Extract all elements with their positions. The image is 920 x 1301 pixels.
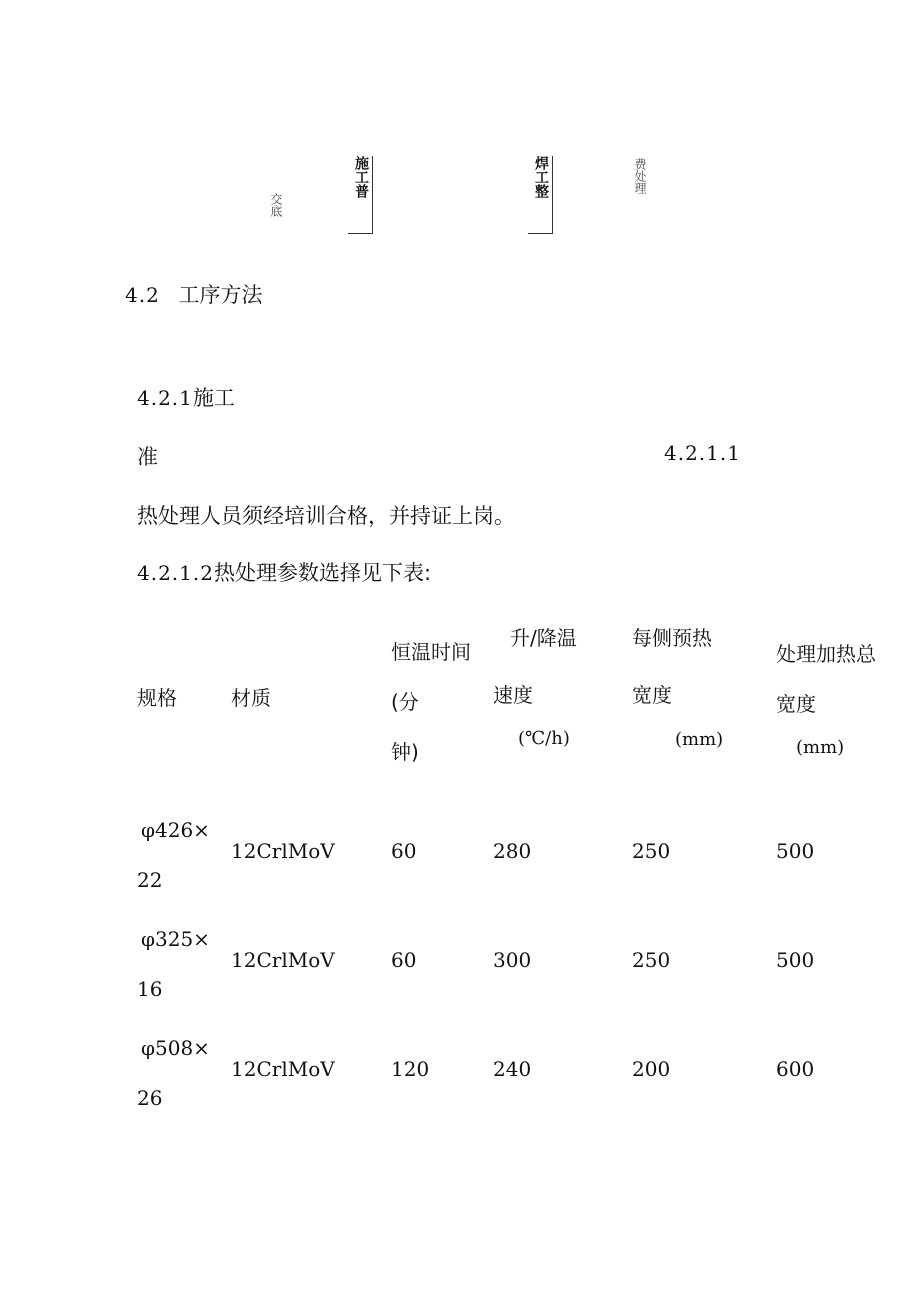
header-preheat-line2: 宽度 bbox=[632, 683, 672, 707]
cell-spec-line2: 26 bbox=[137, 1086, 163, 1110]
subsection-heading bbox=[137, 382, 235, 412]
cell-rate: 300 bbox=[493, 948, 532, 972]
header-hold-time-line3: 钟) bbox=[391, 740, 419, 764]
item-number-4-2-1-1: 4.2.1.1 bbox=[664, 441, 741, 465]
cell-material: 12CrlMoV bbox=[231, 839, 335, 863]
cell-preheat: 250 bbox=[632, 839, 671, 863]
subsection-title-part2: 准 bbox=[137, 445, 158, 469]
cell-spec-line2: 16 bbox=[137, 977, 163, 1001]
header-spec: 规格 bbox=[137, 686, 177, 710]
header-rate-line1: 升/降温 bbox=[510, 626, 577, 650]
cell-material: 12CrlMoV bbox=[231, 1057, 335, 1081]
flow-step-handover: 交底 bbox=[269, 193, 283, 217]
header-rate-unit: (℃/h) bbox=[518, 728, 570, 749]
cell-total: 500 bbox=[776, 839, 815, 863]
cell-preheat: 200 bbox=[632, 1057, 671, 1081]
flow-step-construction: 施工普 bbox=[348, 156, 373, 234]
item-text-4-2-1-1: 热处理人员须经培训合格，并持证上岗。 bbox=[137, 504, 515, 528]
cell-hold-time: 60 bbox=[391, 948, 417, 972]
header-hold-time-line1: 恒温时间 bbox=[391, 640, 471, 664]
header-preheat-line1: 每侧预热 bbox=[632, 626, 712, 650]
cell-rate: 240 bbox=[493, 1057, 532, 1081]
header-preheat-unit: (mm) bbox=[675, 729, 724, 750]
header-rate-line2: 速度 bbox=[493, 683, 533, 707]
cell-rate: 280 bbox=[493, 839, 532, 863]
cell-material: 12CrlMoV bbox=[231, 948, 335, 972]
cell-preheat: 250 bbox=[632, 948, 671, 972]
header-total-line1: 处理加热总 bbox=[776, 642, 876, 666]
section-title: 工序方法 bbox=[178, 283, 263, 307]
cell-total: 600 bbox=[776, 1057, 815, 1081]
cell-spec-line2: 22 bbox=[137, 868, 163, 892]
header-hold-time-line2: (分 bbox=[391, 690, 419, 714]
item-number-4-2-1-2: 4.2.1.2 bbox=[137, 561, 214, 585]
item-4-2-1-2 bbox=[137, 557, 431, 587]
section-heading bbox=[125, 279, 263, 309]
cell-total: 500 bbox=[776, 948, 815, 972]
cell-hold-time: 120 bbox=[391, 1057, 430, 1081]
subsection-title-part1: 施工 bbox=[192, 386, 235, 410]
cell-spec-line1: φ508× bbox=[141, 1036, 210, 1060]
item-text-4-2-1-2: 热处理参数选择见下表: bbox=[213, 561, 432, 585]
subsection-number: 4.2.1 bbox=[137, 386, 193, 410]
flow-step-heat-treatment: 费处理 bbox=[633, 158, 647, 194]
cell-hold-time: 60 bbox=[391, 839, 417, 863]
header-total-unit: (mm) bbox=[796, 737, 845, 758]
cell-spec-line1: φ325× bbox=[141, 927, 210, 951]
section-number: 4.2 bbox=[125, 283, 160, 307]
header-total-line2: 宽度 bbox=[776, 692, 816, 716]
flow-step-weld: 焊工整 bbox=[528, 156, 553, 234]
cell-spec-line1: φ426× bbox=[141, 818, 210, 842]
header-material: 材质 bbox=[231, 686, 271, 710]
